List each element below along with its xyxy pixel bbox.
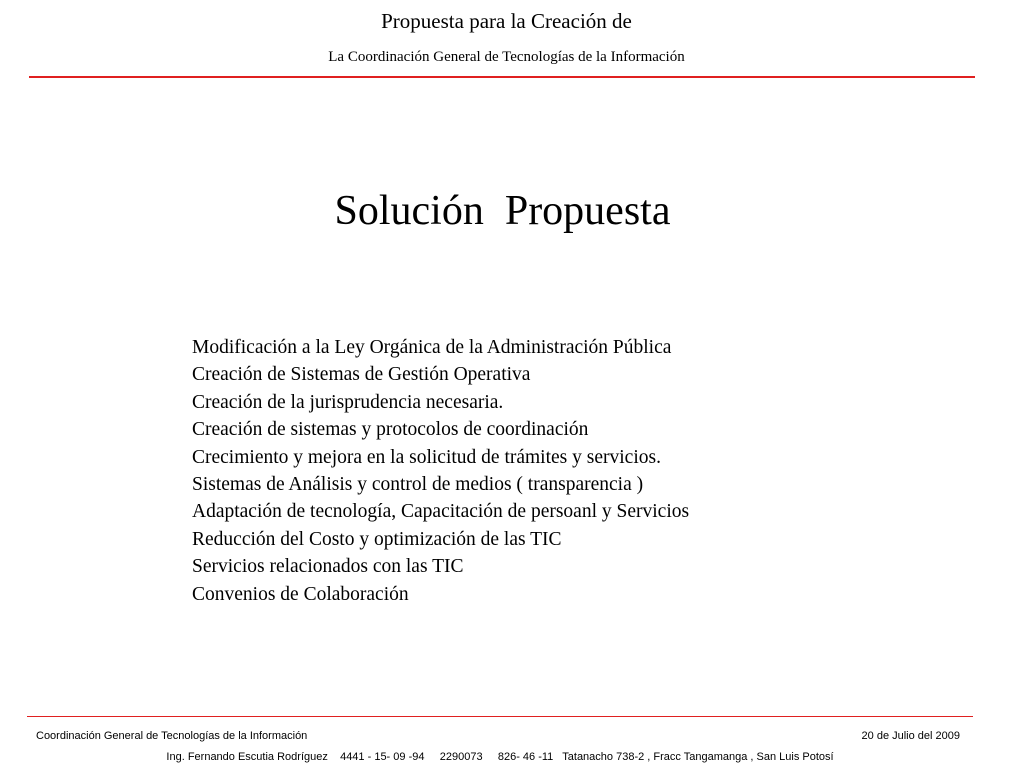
list-item: Creación de la jurisprudencia necesaria. (192, 391, 504, 413)
list-item: Sistemas de Análisis y control de medios ( transparencia ) (192, 474, 644, 496)
list-item: Creación de sistemas y protocolos de coordinación (192, 419, 589, 441)
footer-divider (27, 716, 973, 717)
list-item: Crecimiento y mejora en la solicitud de trámites y servicios. (192, 446, 661, 468)
header-divider (29, 76, 975, 78)
list-item: Modificación a la Ley Orgánica de la Administración Pública (192, 337, 672, 358)
list-item: Creación de Sistemas de Gestión Operativa (192, 364, 531, 386)
footer-organization: Coordinación General de Tecnologías de la Información (36, 730, 308, 742)
proposal-list (192, 334, 689, 608)
header-subtitle: La Coordinación General de Tecnologías de la Información (328, 49, 685, 65)
footer-contact: Ing. Fernando Escutia Rodríguez 4441 - 15- 09 -94 2290073 826- 46 -11 Tatanacho 738-2 , Fracc Tangamanga , San Luis Potosí (166, 751, 834, 763)
slide-title: Solución Propuesta (334, 188, 671, 234)
list-item: Adaptación de tecnología, Capacitación de persoanl y Servicios (192, 501, 690, 523)
footer-date: 20 de Julio del 2009 (861, 730, 960, 742)
header-title: Propuesta para la Creación de (381, 9, 632, 33)
list-item: Convenios de Colaboración (192, 583, 409, 605)
list-item: Reducción del Costo y optimización de las TIC (192, 528, 562, 550)
list-item: Servicios relacionados con las TIC (192, 556, 464, 578)
